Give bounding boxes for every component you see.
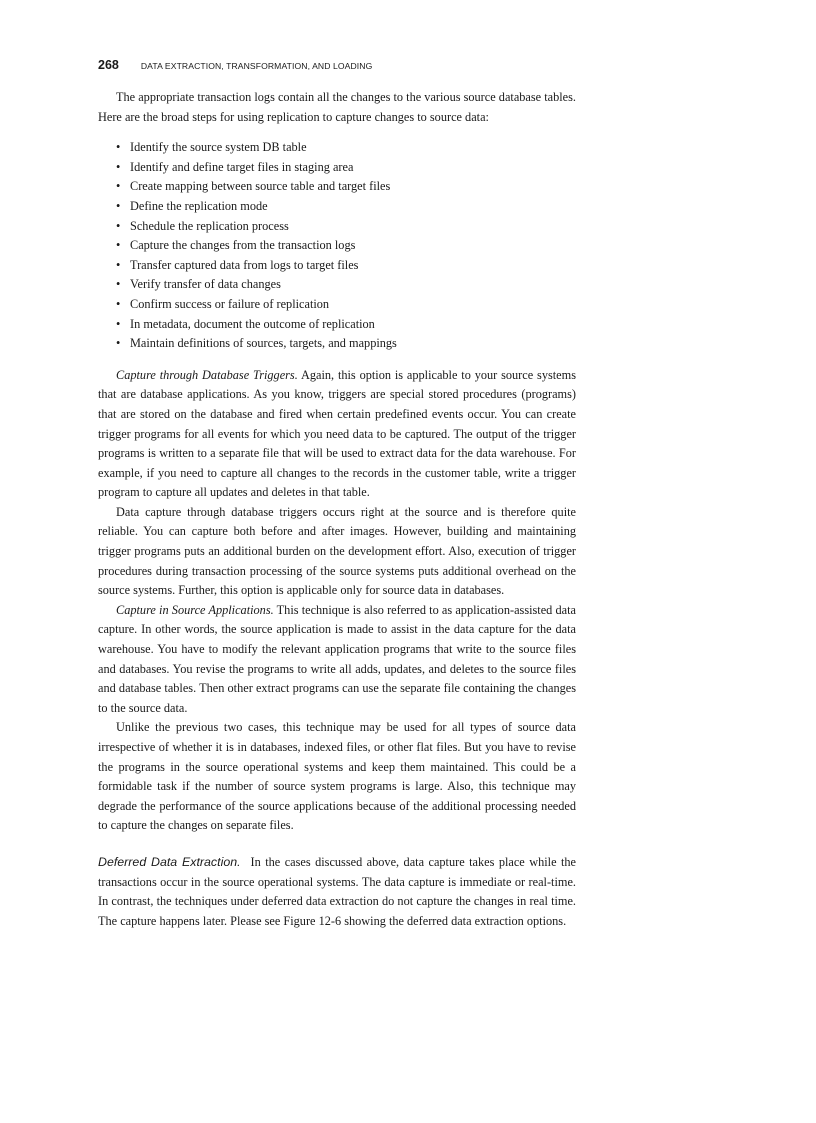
bullet-icon: •	[116, 198, 121, 213]
list-item	[116, 217, 576, 237]
bullet-icon: •	[116, 336, 121, 351]
list-item-text: In metadata, document the outcome of replication	[130, 316, 375, 331]
source-apps-paragraph-2: Unlike the previous two cases, this technique may be used for all types of source data irrespective of whether it is in databases, indexed files, or other flat files. But you have to revise the programs in the source operational systems and keep them maintained. This could be a formidable task if the number of source system programs is large. Also, this technique may degrade the performance of the source applications because of the additional processing needed to capture the changes on separate files.	[98, 720, 576, 833]
replication-steps-list	[98, 138, 576, 354]
list-item-text: Verify transfer of data changes	[130, 277, 281, 292]
source-apps-text: This technique is also referred to as application-assisted data capture. In other words, the source application is made to assist in the data capture for the data warehouse. You have to modify the relevant application programs that write to the source files and databases. You revise the programs to write all adds, updates, and deletes to the source files and database tables. Then other extract programs can use the separate file containing the changes to the source data.	[98, 602, 576, 715]
list-item-text: Capture the changes from the transaction logs	[130, 238, 356, 253]
list-item	[116, 256, 576, 276]
list-item-text: Define the replication mode	[130, 198, 268, 213]
list-item-text: Identify and define target files in staging area	[130, 159, 354, 174]
body-text	[98, 88, 576, 931]
list-item-text: Create mapping between source table and target files	[130, 179, 391, 194]
bullet-icon: •	[116, 159, 121, 174]
triggers-text: Again, this option is applicable to your source systems that are database applications. As you know, triggers are special stored procedures (programs) that are stored on the database and fired when certain predefined events occur. You can create trigger programs for all events for which you need data to be captured. The output of the trigger programs is written to a separate file that will be used to extract data for the data warehouse. For example, if you need to capture all changes to the records in the customer table, write a trigger program to capture all updates and deletes in that table.	[98, 367, 576, 500]
list-item	[116, 236, 576, 256]
list-item	[116, 197, 576, 217]
list-item	[116, 295, 576, 315]
deferred-extraction-paragraph	[98, 853, 576, 931]
source-apps-paragraph	[98, 601, 576, 719]
deferred-extraction-text: In the cases discussed above, data capture takes place while the transactions occur in the source operational systems. The data capture is immediate or real-time. In contrast, the techniques under deferred data extraction do not capture the changes in real time. The capture happens later. Please see Figure 12-6 showing the deferred data extraction options.	[98, 854, 576, 928]
bullet-icon: •	[116, 238, 121, 253]
running-title: DATA EXTRACTION, TRANSFORMATION, AND LOADING	[140, 61, 373, 71]
book-page	[98, 58, 576, 931]
triggers-paragraph-2: Data capture through database triggers occurs right at the source and is therefore quite reliable. You can capture both before and after images. However, building and maintaining trigger programs puts an additional burden on the development effort. Also, execution of trigger procedures during transaction processing of the source systems puts additional overhead on the source systems. Further, this option is applicable only for source data in databases.	[98, 504, 576, 598]
list-item	[116, 315, 576, 335]
intro-paragraph: The appropriate transaction logs contain all the changes to the various source database tables. Here are the broad steps for using replication to capture changes to source data:	[98, 90, 576, 124]
triggers-heading: Capture through Database Triggers.	[116, 367, 298, 382]
list-item	[116, 177, 576, 197]
bullet-icon: •	[116, 296, 121, 311]
running-header	[98, 58, 576, 72]
triggers-paragraph	[98, 366, 576, 503]
bullet-icon: •	[116, 257, 121, 272]
bullet-icon: •	[116, 140, 121, 155]
list-item-text: Schedule the replication process	[130, 218, 289, 233]
bullet-icon: •	[116, 277, 121, 292]
page-number: 268	[98, 58, 119, 72]
deferred-extraction-heading: Deferred Data Extraction.	[98, 854, 241, 869]
bullet-icon: •	[116, 316, 121, 331]
list-item	[116, 138, 576, 158]
list-item-text: Identify the source system DB table	[130, 140, 307, 155]
source-apps-heading: Capture in Source Applications.	[116, 602, 274, 617]
list-item-text: Maintain definitions of sources, targets, and mappings	[130, 336, 397, 351]
list-item-text: Transfer captured data from logs to target files	[130, 257, 359, 272]
bullet-icon: •	[116, 179, 121, 194]
list-item	[116, 158, 576, 178]
list-item	[116, 334, 576, 354]
bullet-icon: •	[116, 218, 121, 233]
list-item	[116, 275, 576, 295]
list-item-text: Confirm success or failure of replication	[130, 296, 330, 311]
